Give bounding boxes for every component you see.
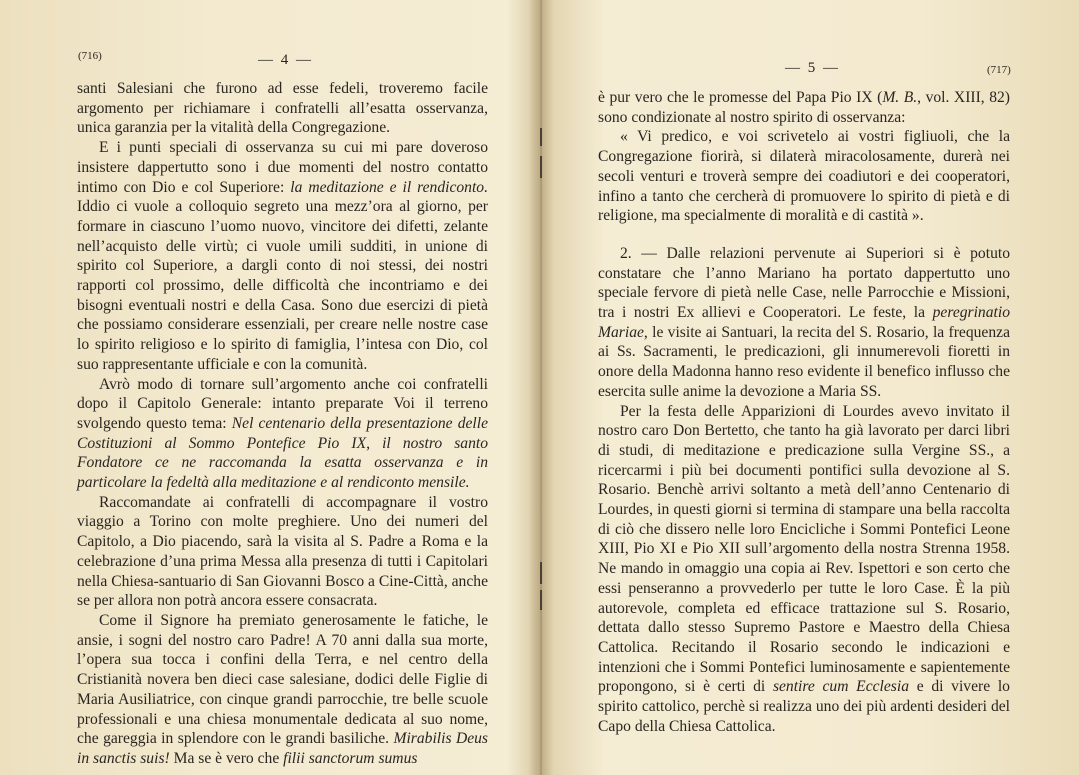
italic-text: filii sanctorum sumus bbox=[283, 749, 418, 767]
paragraph bbox=[77, 138, 488, 374]
paragraph bbox=[598, 88, 1010, 127]
paragraph bbox=[77, 493, 488, 611]
paragraph bbox=[77, 611, 488, 769]
paragraph bbox=[77, 79, 488, 138]
text-run: E i punti speciali di osservanza su cui mi pare doveroso insistere dappertutto sono i due momenti del nostro contatto intimo con Dio e col Superiore: bbox=[77, 139, 488, 196]
text-run: « Vi predico, e voi scrivetelo ai vostri figliuoli, che la Congregazione fiorirà, si dilaterà miracolosamente, durerà nei secoli venturi e troverà sempre dei coadiutori e dei cooperatori, infino a tanto che cercherà di promuovere lo spirito di pietà e di religione, ma specialmente di moralità e di castità ». bbox=[598, 128, 1010, 225]
italic-text: Nel centenario della presentazione delle Costituzioni al Sommo Pontefice Pio IX, il nostro santo Fondatore ce ne raccomanda la esatta osservanza e in particolare la fedeltà alla meditazione e al rendiconto mensile. bbox=[77, 414, 488, 492]
text-run: Ma se è vero che bbox=[169, 749, 284, 767]
text-run: Avrò modo di tornare sull’argomento anche coi confratelli dopo il Capitolo Generale: intanto preparate Voi il terreno svolgendo questo tema: bbox=[77, 375, 488, 432]
paragraph bbox=[598, 402, 1010, 737]
italic-text: peregrinatio Mariae bbox=[598, 304, 1010, 341]
text-run: Raccomandate ai confratelli di accompagnare il vostro viaggio a Torino con molte preghiere. Uno dei numeri del Capitolo, a Dio piacendo, sarà la visita al S. Padre a Roma e la celebrazione d’una prima Messa alla presenza di tutti i Capitolari nella Chiesa-santuario di San Giovanni Bosco a Cine-Città, anche se per allora non potrà ancora essere consacrata. bbox=[77, 493, 488, 610]
text-run: , le visite ai Santuari, la recita del S. Rosario, la frequenza ai Ss. Sacramenti, le predicazioni, gli innumerevoli fioretti in onore della Madonna hanno reso evidente il benefico influsso che esercita sulle anime la devozione a Maria SS. bbox=[598, 323, 1010, 400]
paragraph bbox=[77, 375, 488, 493]
margin-mark bbox=[540, 128, 542, 146]
italic-text: la meditazione e il rendiconto. bbox=[290, 178, 488, 196]
book-gutter bbox=[528, 0, 554, 775]
italic-text: M. B. bbox=[882, 89, 918, 106]
paragraph bbox=[598, 127, 1010, 226]
text-run: , vol. XIII, 82) sono condizionate al nostro spirito di osservanza: bbox=[598, 89, 1010, 126]
text-run: e di vivere lo spirito cattolico, perchè si realizza uno dei più ardenti desideri del Capo della Chiesa Cattolica. bbox=[598, 678, 1010, 735]
text-run: 2. — Dalle relazioni pervenute ai Superiori si è potuto constatare che l’anno Mariano ha portato dappertutto uno speciale fervore di pietà nelle Case, nelle Parrocchie e Missioni, tra i nostri Ex allievi e Cooperatori. Le feste, la bbox=[598, 244, 1010, 322]
text-run: Come il Signore ha premiato generosamente le fatiche, le ansie, i sogni del nostro caro Padre! A 70 anni dalla sua morte, l’opera sua tocca i confini della Terra, e nel centro della Cristianità novera ben dieci case salesiane, dodici delle Figlie di Maria Ausiliatrice, con cinque grandi parrocchie, tre belle scuole professionali e una chiesa monumentale dedicata al suo nome, che gareggia in splendore con le grandi basiliche. bbox=[77, 611, 488, 748]
margin-mark bbox=[540, 590, 542, 610]
left-page-reference: (716) bbox=[78, 50, 102, 62]
italic-text: Mirabilis Deus in sanctis suis! bbox=[77, 730, 489, 767]
text-run: Per la festa delle Apparizioni di Lourdes avevo invitato il nostro caro Don Bertetto, che tanto ha già lavorato per darci libri di studi, di meditazione e predicazione sulla Vergine SS., a ricercarmi i più bei documenti pontifici sulla devozione al S. Rosario. Benchè arrivi soltanto a metà dell’anno Centenario di Lourdes, in questi giorni si termina di stampare una bella raccolta di ciò che dissero nelle loro Encicliche i Sommi Pontefici Leone XIII, Pio XI e Pio XII sull’argomento della nostra Strenna 1958. Ne mando in omaggio una copia ai Rev. Ispettori e son certo che essi penseranno a provvederlo per tutte le loro Case. È la più autorevole, completa ed efficace trattazione sul S. Rosario, dettata dallo stesso Supremo Pastore e Maestro della Chiesa Cattolica. Recitando il Rosario secondo le indicazioni e intenzioni che i Sommi Pontefici luminosamente e sapientemente propongono, si è certi di bbox=[598, 402, 1010, 696]
left-page-number: — 4 — bbox=[258, 52, 313, 68]
margin-mark bbox=[540, 562, 542, 584]
right-page-number: — 5 — bbox=[785, 60, 840, 76]
italic-text: sentire cum Ecclesia bbox=[772, 678, 910, 696]
text-run: è pur vero che le promesse del Papa Pio IX ( bbox=[598, 89, 883, 106]
text-run: Iddio ci vuole a colloquio segreto una mezz’ora al giorno, per formare in ciascuno l’uomo nuovo, vincitore dei difetti, zelante nell’acquisto delle virtù; ci vuole umili sudditi, in unione di spirito col Superiore, a dargli conto di noi stessi, dei nostri rapporti col prossimo, delle difficoltà che incontriamo e dei bisogni eventuali nostri e della Casa. Sono due esercizi di pietà che possiamo considerare essenziali, per creare nelle nostre case lo spirito religioso e lo spirito di famiglia, l’intesa con Dio, col suo rappresentante ufficiale e con la comunità. bbox=[77, 198, 488, 373]
text-run: santi Salesiani che furono ad esse fedeli, troveremo facile argomento per richiamare i confratelli all’esatta osservanza, unica garanzia per la vitalità della Congregazione. bbox=[77, 80, 488, 137]
margin-mark bbox=[540, 156, 542, 178]
right-page-body bbox=[598, 88, 1010, 737]
paragraph bbox=[598, 244, 1010, 402]
right-page-reference: (717) bbox=[987, 64, 1011, 76]
right-page bbox=[540, 0, 1079, 775]
left-page-body bbox=[77, 79, 488, 769]
